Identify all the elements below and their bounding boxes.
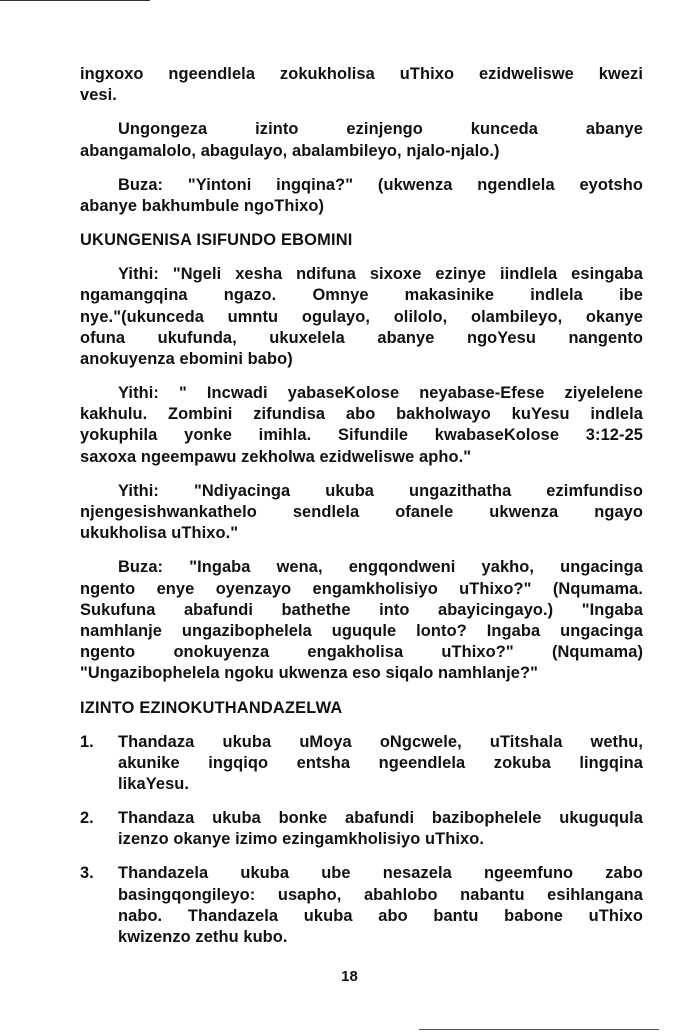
section-heading: UKUNGENISA ISIFUNDO EBOMINI (80, 231, 353, 250)
prayer-list-item (80, 863, 643, 948)
text-line: ukukholisa uThixo." (80, 524, 239, 543)
text-line: ofuna ukufunda, ukuxelela abanye ngoYesu nangento (80, 328, 643, 347)
text-line: Ungongeza izinto ezinjengo kunceda abanye (118, 120, 643, 139)
list-number: 3. (80, 864, 94, 883)
text-line: njengesishwankathelo sendlela ofanele ukwenza ngayo (80, 503, 643, 521)
text-line: izenzo okanye izimo ezingamkholisiyo uThixo. (118, 830, 484, 849)
text-line: "Ungazibophelela ngoku ukwenza eso siqalo namhlanje?" (80, 664, 539, 683)
paragraph (80, 481, 643, 545)
text-line: kwizenzo zethu kubo. (118, 928, 288, 946)
text-line: Buza: "Ingaba wena, engqondweni yakho, ungacinga (118, 558, 643, 577)
paragraph (80, 119, 643, 161)
text-line: kakhulu. Zombini zifundisa abo bakholwayo kuYesu indlela (80, 405, 643, 424)
list-item-text (118, 732, 643, 796)
text-line: ngento enye oyenzayo engamkholisiyo uThixo?" (Nqumama. (80, 579, 643, 598)
list-number: 2. (80, 809, 94, 828)
prayer-list-item (80, 808, 643, 850)
page-number: 18 (341, 968, 358, 985)
text-line: Thandaza ukuba uMoya oNgcwele, uTitshala wethu, (118, 732, 643, 751)
paragraph (80, 557, 643, 684)
text-line: Yithi: " Incwadi yabaseKolose neyabase-Efese ziyelelene (118, 384, 643, 403)
text-line: saxoxa ngeempawu zekholwa ezidweliswe apho." (80, 447, 472, 466)
text-line: Thandaza ukuba bonke abafundi bazibophelele ukuguqula (118, 809, 643, 828)
text-line: basingqongileyo: usapho, abahlobo nabantu esihlangana (118, 885, 643, 904)
text-line: anokuyenza ebomini babo) (80, 349, 293, 368)
text-line: nabo. Thandazela ukuba abo bantu babone uThixo (118, 906, 643, 925)
text-line: akunike ingqiqo entsha ngeendlela zokuba lingqina (118, 753, 643, 772)
list-item-text (118, 863, 643, 948)
text-line: abangamalolo, abagulayo, abalambileyo, njalo-njalo.) (80, 141, 500, 160)
text-line: ngento onokuyenza engakholisa uThixo?" (Nqumama) (80, 643, 643, 662)
paragraph (80, 175, 643, 217)
text-line: ngamangqina ngazo. Omnye makasinike indlela ibe (80, 286, 643, 305)
text-line: Buza: "Yintoni ingqina?" (ukwenza ngendlela eyotsho (118, 175, 643, 194)
page-body (80, 64, 643, 961)
text-line: ingxoxo ngeendlela zokukholisa uThixo ezidweliswe kwezi (80, 65, 643, 83)
paragraph (80, 64, 643, 106)
list-number: 1. (80, 732, 94, 751)
text-line: Yithi: "Ndiyacinga ukuba ungazithatha ezimfundiso (118, 481, 643, 500)
text-line: vesi. (80, 86, 117, 105)
text-line: likaYesu. (118, 774, 190, 793)
paragraph (80, 264, 643, 370)
text-line: Sukufuna abafundi bathethe into abayicingayo.) "Ingaba (80, 600, 643, 619)
text-line: namhlanje ungazibophelela uguqule lonto? Ingaba ungacinga (80, 621, 643, 640)
text-line: Yithi: "Ngeli xesha ndifuna sixoxe ezinye iindlela esingaba (118, 265, 643, 284)
scan-edge-line (0, 0, 150, 1)
text-line: yokuphila yonke imihla. Sifundile kwabaseKolose 3:12-25 (80, 426, 643, 445)
paragraph (80, 383, 643, 468)
scan-edge-line (419, 1029, 659, 1030)
text-line: Thandazela ukuba ube nesazela ngeemfuno zabo (118, 864, 643, 883)
prayer-list-item (80, 732, 643, 796)
section-heading: IZINTO EZINOKUTHANDAZELWA (80, 698, 343, 717)
text-line: nye."(ukunceda umntu ogulayo, olilolo, olambileyo, okanye (80, 307, 643, 326)
text-line: abanye bakhumbule ngoThixo) (80, 196, 325, 215)
list-item-text (118, 808, 643, 850)
